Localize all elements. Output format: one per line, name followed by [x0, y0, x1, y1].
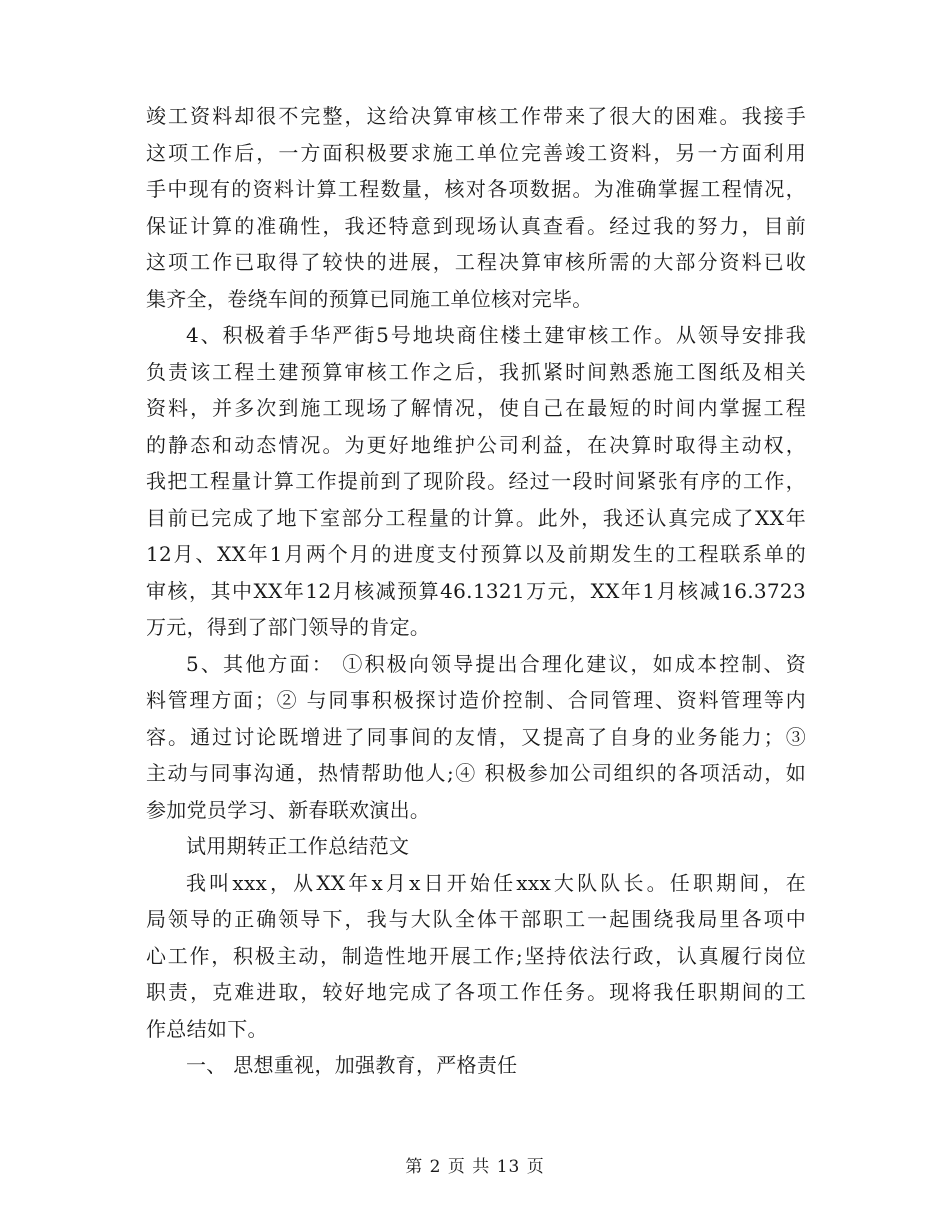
text-line: 的静态和动态情况。为更好地维护公司利益，在决算时取得主动权，	[146, 432, 806, 457]
text-line: 职责，克难进取，较好地完成了各项工作任务。现将我任职期间的工	[146, 980, 806, 1004]
text-line: 试用期转正工作总结范文	[186, 834, 410, 858]
text-line: 万元，得到了部门领导的肯定。	[146, 615, 431, 639]
text-line: 12月、XX年1月两个月的进度支付预算以及前期发生的工程联系单的	[146, 542, 806, 566]
text-line: 资料，并多次到施工现场了解情况，使自己在最短的时间内掌握工程	[146, 396, 806, 420]
text-line: 局领导的正确领导下，我与大队全体干部职工一起围绕我局里各项中	[146, 907, 806, 931]
text-line: 一、 思想重视，加强教育，严格责任	[186, 1053, 518, 1077]
text-line: 这项工作后，一方面积极要求施工单位完善竣工资料，另一方面利用	[146, 140, 806, 165]
text-line: 5、其他方面： ①积极向领导提出合理化建议，如成本控制、资	[186, 651, 806, 676]
text-line: 4、积极着手华严街5号地块商住楼土建审核工作。从领导安排我	[186, 323, 806, 347]
text-line: 作总结如下。	[146, 1016, 268, 1041]
text-line: 参加党员学习、新春联欢演出。	[146, 797, 431, 822]
text-line: 这项工作已取得了较快的进展，工程决算审核所需的大部分资料已收	[146, 250, 806, 274]
text-line: 负责该工程土建预算审核工作之后，我抓紧时间熟悉施工图纸及相关	[146, 359, 806, 384]
text-line: 我叫xxx，从XX年x月x日开始任xxx大队队长。任职期间，在	[186, 870, 806, 895]
page-footer: 第 2 页 共 13 页	[405, 1157, 545, 1177]
text-line: 料管理方面；② 与同事积极探讨造价控制、合同管理、资料管理等内	[146, 688, 806, 712]
text-line: 心工作，积极主动，制造性地开展工作;坚持依法行政，认真履行岗位	[146, 943, 806, 968]
text-line: 我把工程量计算工作提前到了现阶段。经过一段时间紧张有序的工作，	[146, 469, 806, 493]
text-line: 手中现有的资料计算工程数量，核对各项数据。为准确掌握工程情况，	[146, 177, 806, 201]
text-line: 集齐全，卷绕车间的预算已同施工单位核对完毕。	[146, 286, 593, 311]
text-line: 主动与同事沟通，热情帮助他人;④ 积极参加公司组织的各项活动，如	[146, 761, 806, 785]
text-line: 保证计算的准确性，我还特意到现场认真查看。经过我的努力，目前	[146, 213, 806, 238]
text-line: 容。通过讨论既增进了同事间的友情，又提高了自身的业务能力；③	[146, 724, 806, 749]
document-body	[146, 98, 806, 1084]
text-line: 审核，其中XX年12月核减预算46.1321万元，XX年1月核减16.3723	[146, 578, 806, 603]
text-line: 竣工资料却很不完整，这给决算审核工作带来了很大的困难。我接手	[146, 104, 806, 128]
text-line: 目前已完成了地下室部分工程量的计算。此外，我还认真完成了XX年	[146, 505, 806, 530]
